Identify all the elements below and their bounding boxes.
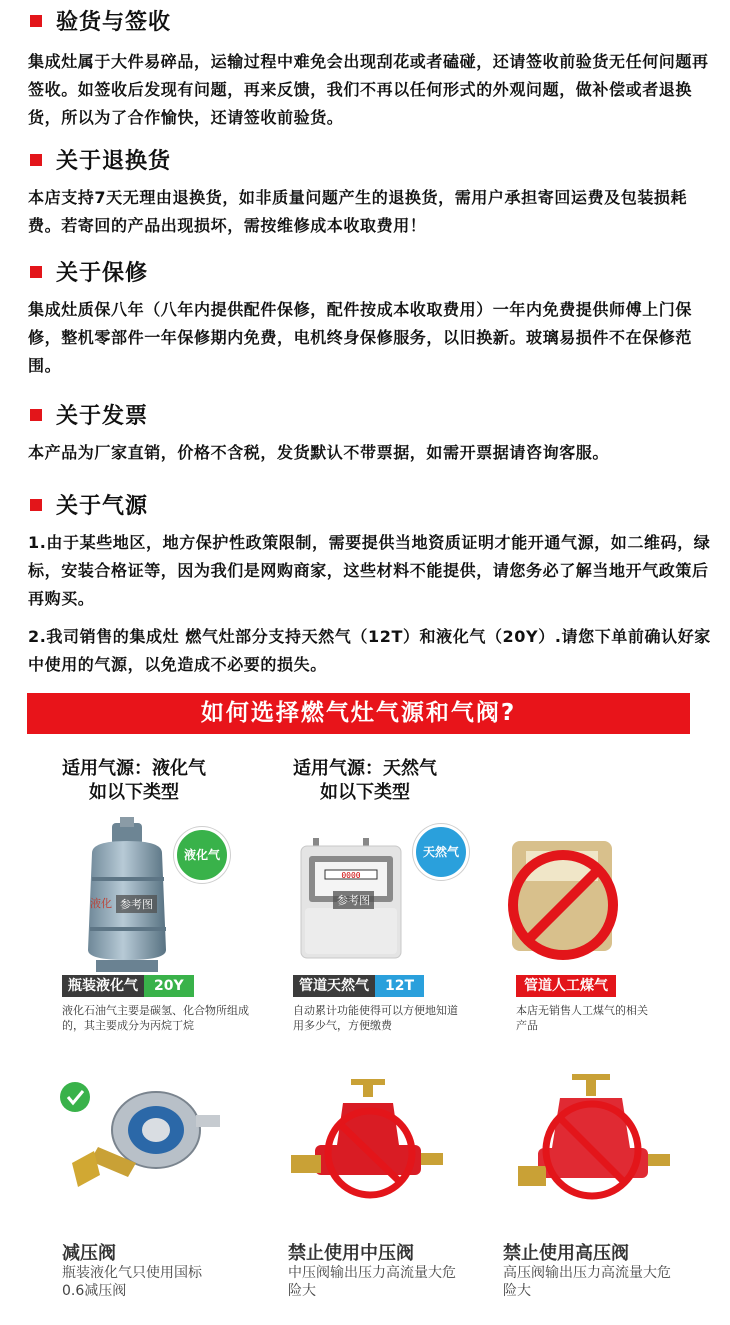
lpg-badge-text: 液化气	[183, 848, 220, 862]
section-invoice	[28, 399, 718, 467]
section-paragraph: 集成灶质保八年（八年内提供配件保修，配件按成本收取费用）一年内免费提供师傅上门保修，整机零部件一年保修期内免费，电机终身保修服务，以旧换新。玻璃易损件不在保修范围。	[28, 300, 693, 375]
section-warranty	[28, 256, 718, 380]
section-title	[28, 399, 718, 429]
section-title-text: 关于保修	[56, 261, 149, 286]
bullet-square-icon	[30, 266, 42, 278]
pressure-reducing-valve-image	[58, 1075, 228, 1205]
reference-image-label: 参考图	[333, 891, 374, 909]
section-paragraph: 本产品为厂家直销，价格不含税，发货默认不带票据，如需开票据请咨询客服。	[28, 443, 610, 462]
section-title	[28, 5, 718, 35]
reducing-valve-icon	[58, 1075, 228, 1205]
product-description: 液化石油气主要是碳氢、化合物所组成的，其主要成分为丙烷丁烷	[62, 1004, 249, 1032]
section-paragraph: 集成灶属于大件易碎品，运输过程中难免会出现刮花或者磕碰，还请签收前验货无任何问题再签收。如签收后发现有问题，再来反馈，我们不再以任何形式的外观问题，做补偿或者退换货，所以为了合作愉快，还请签收前验货。	[28, 52, 709, 127]
bullet-square-icon	[30, 15, 42, 27]
bullet-square-icon	[30, 409, 42, 421]
tag-main: 管道天然气	[293, 975, 375, 997]
section-gas-source	[28, 489, 718, 679]
tag-main: 管道人工煤气	[516, 975, 616, 997]
lpg-tag	[62, 975, 194, 997]
tag-code: 12T	[375, 975, 424, 997]
section-title	[28, 489, 718, 519]
section-paragraph: 本店支持7天无理由退换货，如非质量问题产生的退换货，需用户承担寄回运费及包装损耗费。若寄回的产品出现损坏，需按维修成本收取费用！	[28, 188, 688, 235]
medium-pressure-valve-icon	[285, 1075, 455, 1205]
natural-gas-tag	[293, 975, 424, 997]
lpg-badge	[174, 827, 230, 883]
lpg-cylinder-image	[62, 815, 242, 975]
column-head-line: 如以下类型	[320, 782, 410, 803]
section-title-text: 关于气源	[56, 494, 149, 519]
valve-title: 禁止使用中压阀	[288, 1243, 414, 1264]
gas-meter-image	[295, 818, 470, 968]
coal-gas-meter-image	[498, 835, 628, 965]
medium-pressure-valve-image	[285, 1075, 455, 1205]
column-head-natural-gas	[265, 757, 465, 805]
product-description: 本店无销售人工煤气的相关产品	[516, 1004, 648, 1032]
column-head-lpg	[34, 757, 234, 805]
bullet-square-icon	[30, 154, 42, 166]
valve-title: 减压阀	[62, 1243, 116, 1264]
reference-image-label: 参考图	[116, 895, 157, 913]
gas-selection-banner: 如何选择燃气灶气源和气阀?	[27, 693, 690, 734]
column-head-line: 适用气源：天然气	[293, 758, 437, 779]
product-description: 自动累计功能使得可以方便地知道用多少气，方便缴费	[293, 1004, 458, 1032]
section-title-text: 关于退换货	[56, 149, 172, 174]
section-title-text: 关于发票	[56, 404, 149, 429]
section-paragraph: 2.我司销售的集成灶 燃气灶部分支持天然气（12T）和液化气（20Y）.请您下单前确认好家中使用的气源，以免造成不必要的损失。	[28, 627, 711, 674]
tag-main: 瓶装液化气	[62, 975, 144, 997]
natural-gas-badge	[413, 824, 469, 880]
bullet-square-icon	[30, 499, 42, 511]
section-paragraph: 1.由于某些地区，地方保护性政策限制，需要提供当地资质证明才能开通气源，如二维码，绿标，安装合格证等，因为我们是网购商家，这些材料不能提供，请您务必了解当地开气政策后再购买。	[28, 533, 711, 608]
natural-gas-badge-text: 天然气	[422, 845, 459, 859]
valve-description: 瓶装液化气只使用国标0.6减压阀	[62, 1265, 202, 1299]
tag-code: 20Y	[144, 975, 194, 997]
section-title	[28, 144, 718, 174]
section-returns	[28, 144, 718, 240]
meter-reading: 0000	[341, 871, 361, 880]
high-pressure-valve-image	[510, 1070, 680, 1210]
section-title-text: 验货与签收	[56, 10, 172, 35]
column-head-line: 如以下类型	[89, 782, 179, 803]
valve-description: 中压阀输出压力高流量大危险大	[288, 1265, 456, 1299]
coal-gas-tag	[516, 975, 616, 997]
column-head-line: 适用气源：液化气	[62, 758, 206, 779]
prohibited-icon	[498, 835, 628, 965]
valve-description: 高压阀输出压力高流量大危险大	[503, 1265, 671, 1299]
section-inspection	[28, 5, 718, 132]
high-pressure-valve-icon	[510, 1070, 680, 1210]
valve-title: 禁止使用高压阀	[503, 1243, 629, 1264]
image-watermark: 液化	[90, 897, 112, 910]
section-title	[28, 256, 718, 286]
